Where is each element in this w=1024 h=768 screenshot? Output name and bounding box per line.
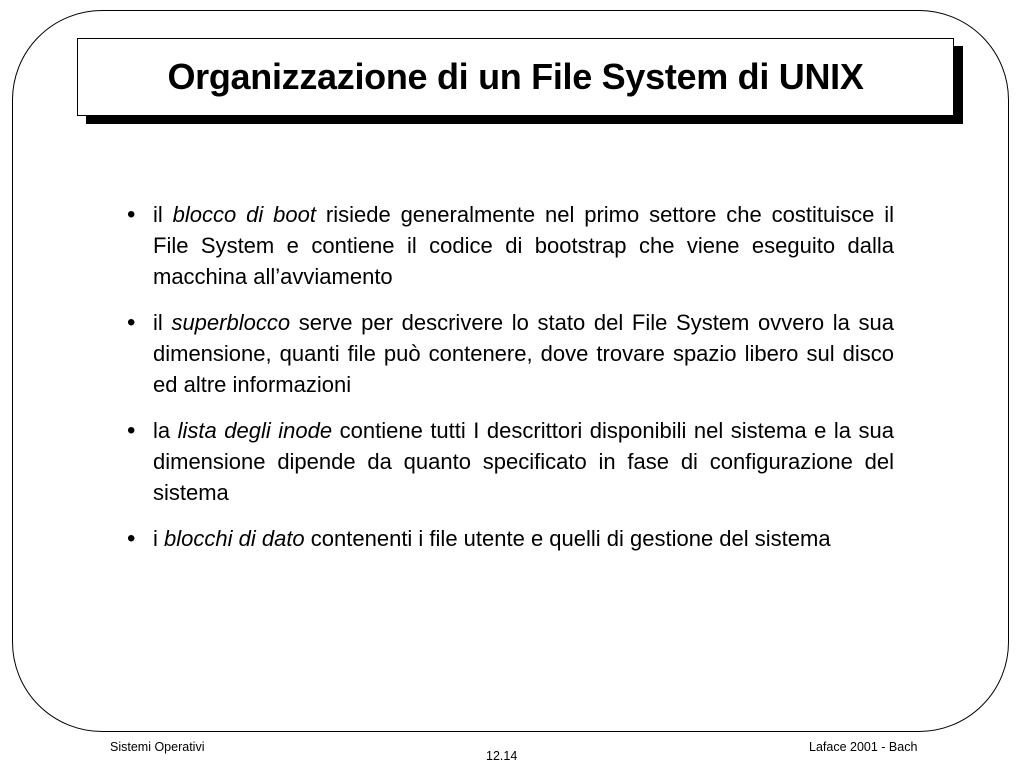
bullet-term: lista degli inode xyxy=(177,418,333,443)
title-box xyxy=(77,38,954,116)
bullet-text: contiene tutti I descrittori disponibili nel sistema e la sua dimensione dipende da quanto specificato in fase di configurazione del sistema xyxy=(153,418,894,505)
bullet-prefix: il xyxy=(153,202,163,227)
bullet-dot-icon: • xyxy=(127,309,136,336)
bullet-dot-icon: • xyxy=(127,417,136,444)
bullet-prefix: i xyxy=(153,526,158,551)
bullet-prefix: la xyxy=(153,418,171,443)
bullet-prefix: il xyxy=(153,310,163,335)
bullet-dot-icon: • xyxy=(127,201,136,228)
bullet-item-data-blocks xyxy=(127,523,894,554)
bullet-list xyxy=(127,199,894,569)
bullet-item-superblock xyxy=(127,307,894,400)
bullet-item-inode-list xyxy=(127,415,894,508)
bullet-term: blocchi di dato xyxy=(164,526,305,551)
bullet-text: contenenti i file utente e quelli di gestione del sistema xyxy=(310,526,831,551)
footer-author: Laface 2001 - Bach xyxy=(809,740,918,754)
footer-page-number: 12.14 xyxy=(486,749,518,763)
bullet-term: superblocco xyxy=(171,310,291,335)
bullet-text: serve per descrivere lo stato del File System ovvero la sua dimensione, quanti file può contenere, dove trovare spazio libero sul disco ed altre informazioni xyxy=(153,310,894,397)
bullet-term: blocco di boot xyxy=(172,202,316,227)
bullet-dot-icon: • xyxy=(127,525,136,552)
slide-title: Organizzazione di un File System di UNIX xyxy=(167,56,864,97)
bullet-item-boot-block xyxy=(127,199,894,292)
bullet-text: risiede generalmente nel primo settore che costituisce il File System e contiene il codice di bootstrap che viene eseguito dalla macchina all’avviamento xyxy=(153,202,894,289)
footer-course-name: Sistemi Operativi xyxy=(110,740,205,754)
